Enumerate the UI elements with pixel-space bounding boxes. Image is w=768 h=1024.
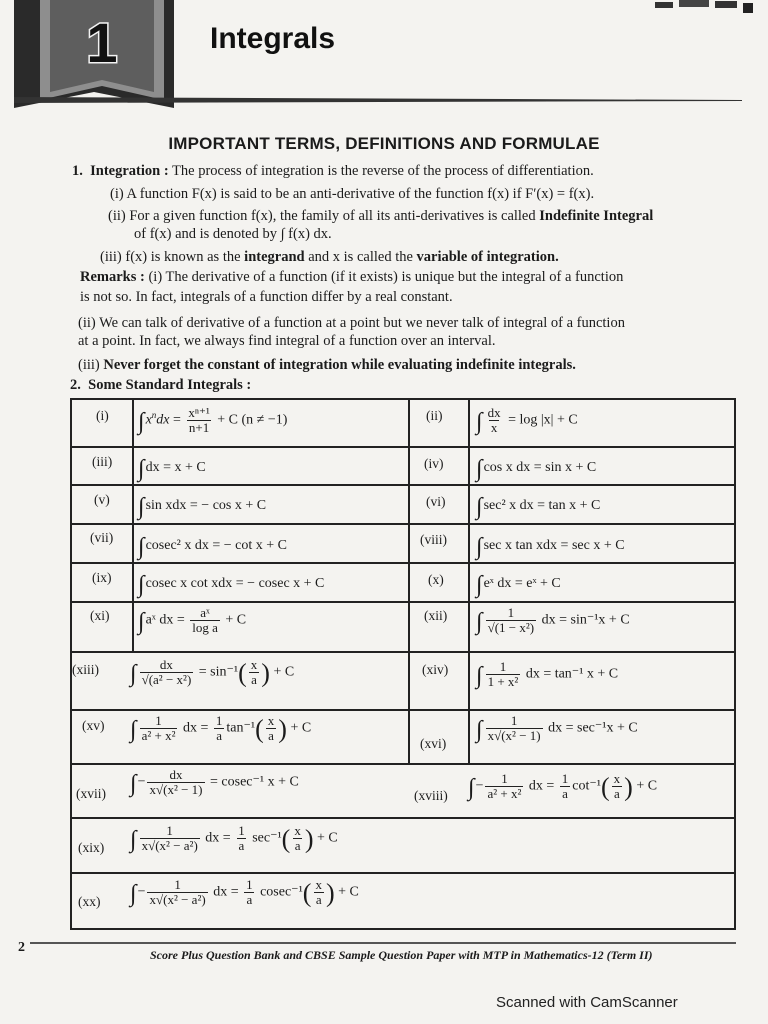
label-xiv: (xiv) <box>422 662 449 677</box>
sec2-number: 2. <box>70 377 81 393</box>
f3-text: dx = x + C <box>145 460 206 475</box>
remarks-line-1 <box>80 268 623 286</box>
formula-xix: ∫ $\frac{1}{\text{x√(x² − a²)}}$ dx = $\frac{1}{a}$ sec⁻¹( $\frac{x}{a}$ ) + C <box>130 823 338 854</box>
sec2-title: Some Standard Integrals : <box>88 377 252 393</box>
f14-rest: dx = tan⁻¹ x + C <box>525 666 619 682</box>
remark-2a: (ii) We can talk of derivative of a function at a point but we never talk of integral of a function <box>78 315 625 331</box>
formula-xv: ∫ $\frac{1}{\text{a² + x²}}$ dx = $\frac{1}{a}$ tan⁻¹( $\frac{x}{a}$ ) + C <box>130 713 312 744</box>
f19-coef-den: a <box>238 838 245 853</box>
f13-x: x <box>250 657 258 672</box>
f16-denominator: x√(x² − 1) <box>487 728 541 743</box>
f5-text: sin xdx = − cos x + C <box>145 498 267 513</box>
f13-a: a <box>251 672 257 687</box>
row-line <box>72 651 734 653</box>
formula-ix: ∫cosec x cot xdx = − cosec x + C <box>138 572 325 598</box>
remark-3 <box>78 356 576 374</box>
f20-numerator: 1 <box>174 877 181 892</box>
f18-a: a <box>614 786 620 801</box>
point-iii <box>100 248 559 266</box>
section-heading: IMPORTANT TERMS, DEFINITIONS AND FORMULAE <box>168 134 600 153</box>
f6-text: sec² x dx = tan x + C <box>483 498 601 513</box>
f8-text: sec x tan xdx = sec x + C <box>483 538 625 553</box>
f12-numerator: 1 <box>507 605 515 620</box>
row-line <box>72 709 734 711</box>
point-ii-cont: of f(x) and is denoted by ∫ f(x) dx. <box>134 226 332 242</box>
sec1-text: The process of integration is the reverse of the process of differentiation. <box>172 163 594 179</box>
f10-text: eˣ dx = eˣ + C <box>483 576 561 591</box>
row-line <box>72 484 734 486</box>
f15-denominator: a² + x² <box>141 728 176 743</box>
f19-a: a <box>294 838 301 853</box>
f11-denominator: log a <box>192 620 218 635</box>
integration-definition <box>72 162 594 180</box>
f13-denominator: √(a² − x²) <box>141 672 192 687</box>
label-v: (v) <box>94 492 110 507</box>
f20-x: x <box>315 877 322 892</box>
f17-numerator: dx <box>169 767 183 782</box>
f11-pre: aˣ dx = <box>145 612 185 628</box>
f18-x: x <box>613 771 621 786</box>
label-xv: (xv) <box>82 718 105 733</box>
f9-text: cosec x cot xdx = − cosec x + C <box>145 576 325 591</box>
formula-xiv: ∫ $\frac{1}{\text{1 + x²}}$ dx = tan⁻¹ x + C <box>476 659 619 689</box>
chapter-title: Integrals <box>210 22 336 55</box>
f20-coef-num: 1 <box>246 877 253 892</box>
f2-rest: = log |x| + C <box>508 412 578 428</box>
variable-term: variable of integration. <box>416 249 559 265</box>
f1-rest: + C (n ≠ −1) <box>217 412 288 428</box>
f15-c: + C <box>290 720 312 736</box>
point-i: (i) A function F(x) is said to be an anti-derivative of the function f(x) if F′(x) = f(x). <box>110 186 595 202</box>
f1-denominator: n+1 <box>188 420 210 435</box>
row-line <box>72 601 734 603</box>
formula-i: $\int x^ndx$ = $\frac{\text{xⁿ⁺¹}}{n+1}$ + C (n ≠ −1) <box>138 405 288 435</box>
f1-numerator: xⁿ⁺¹ <box>188 405 210 420</box>
formula-xii: ∫ $\frac{1}{\text{√(1 − x²)}}$ dx = sin⁻¹x + C <box>476 605 630 635</box>
formula-xi: ∫aˣ dx = $\frac{\text{aˣ}}{\text{log a}}$ + C <box>138 605 247 635</box>
f18-coef-num: 1 <box>561 771 569 786</box>
sec2-heading <box>70 376 251 394</box>
f18-mid: dx = <box>528 778 555 794</box>
label-viii: (viii) <box>420 532 447 547</box>
f17-rest: = cosec⁻¹ x + C <box>210 774 299 790</box>
f15-x: x <box>267 713 275 728</box>
row-line <box>72 523 734 525</box>
row-line <box>72 446 734 448</box>
formula-viii: ∫sec x tan xdx = sec x + C <box>476 534 625 560</box>
label-xvii: (xvii) <box>76 786 106 801</box>
f2-denominator: x <box>490 420 498 435</box>
label-ii: (ii) <box>426 408 443 423</box>
f18-fn: cot⁻¹ <box>572 778 601 794</box>
col-line <box>408 400 410 764</box>
f19-coef-num: 1 <box>238 823 245 838</box>
f15-coef-den: a <box>216 728 223 743</box>
label-vii: (vii) <box>90 530 114 545</box>
f14-denominator: 1 + x² <box>487 674 519 689</box>
f18-coef-den: a <box>562 786 568 801</box>
label-xix: (xix) <box>78 840 105 855</box>
col-line <box>468 400 470 764</box>
f2-numerator: dx <box>487 405 501 420</box>
label-iii: (iii) <box>92 454 113 469</box>
f20-denominator: x√(x² − a²) <box>149 892 206 907</box>
f19-x: x <box>294 823 301 838</box>
f13-numerator: dx <box>159 657 173 672</box>
label-i: (i) <box>96 408 109 423</box>
formula-xviii: ∫− $\frac{1}{\text{a² + x²}}$ dx = $\frac{1}{a}$ cot⁻¹( $\frac{x}{a}$ ) + C <box>468 771 658 802</box>
f11-numerator: aˣ <box>200 605 210 620</box>
f18-c: + C <box>636 778 658 794</box>
formula-v: ∫sin xdx = − cos x + C <box>138 494 267 520</box>
point-ii <box>108 207 653 225</box>
f20-mid: dx = <box>213 884 239 900</box>
remark-1b: is not so. In fact, integrals of a function differ by a real constant. <box>80 289 453 305</box>
f13-rest: = sin⁻¹ <box>198 664 239 680</box>
formula-vii: ∫cosec² x dx = − cot x + C <box>138 534 287 560</box>
f15-a: a <box>268 728 274 743</box>
f17-denominator: x√(x² − 1) <box>149 782 203 797</box>
label-xvi: (xvi) <box>420 736 447 751</box>
formula-xx: ∫− $\frac{1}{\text{x√(x² − a²)}}$ dx = $\frac{1}{a}$ cosec⁻¹( $\frac{x}{a}$ ) + C <box>130 877 359 908</box>
formula-xvii: ∫− $\frac{dx}{\text{x√(x² − 1)}}$ = cosec⁻¹ x + C <box>130 767 299 797</box>
formula-xiii: ∫ $\frac{dx}{\text{√(a² − x²)}}$ = sin⁻¹( $\frac{x}{a}$ ) + C <box>130 657 295 688</box>
formula-iv: ∫cos x dx = sin x + C <box>476 456 597 482</box>
f20-coef-den: a <box>246 892 253 907</box>
sec1-number: 1. <box>72 163 83 179</box>
f12-rest: dx = sin⁻¹x + C <box>541 612 630 628</box>
page-number: 2 <box>18 940 25 955</box>
formula-x: ∫eˣ dx = eˣ + C <box>476 572 561 598</box>
label-vi: (vi) <box>426 494 446 509</box>
f15-mid: dx = <box>182 720 209 736</box>
f20-fn: cosec⁻¹ <box>260 884 303 900</box>
label-xviii: (xviii) <box>414 788 448 803</box>
row-line <box>72 763 734 765</box>
remark-3-num: (iii) <box>78 357 100 373</box>
label-xi: (xi) <box>90 608 110 623</box>
scanner-watermark: Scanned with CamScanner <box>496 994 678 1011</box>
chapter-rule <box>14 97 742 103</box>
f18-denominator: a² + x² <box>487 786 522 801</box>
f19-denominator: x√(x² − a²) <box>141 838 198 853</box>
footer-rule <box>30 942 736 944</box>
remark-2b: at a point. In fact, we always find integral of a function over an interval. <box>78 333 496 349</box>
label-ix: (ix) <box>92 570 112 585</box>
f7-text: cosec² x dx = − cot x + C <box>145 538 287 553</box>
f20-c: + C <box>338 884 359 900</box>
f19-c: + C <box>317 830 338 846</box>
standard-integrals-table <box>70 398 736 930</box>
f16-rest: dx = sec⁻¹x + C <box>548 720 638 736</box>
point-iii-text-c: and x is called the <box>308 249 413 265</box>
formula-vi: ∫sec² x dx = tan x + C <box>476 494 601 520</box>
formula-ii: ∫ $\frac{dx}{x}$ = log |x| + C <box>476 405 578 435</box>
f19-numerator: 1 <box>166 823 173 838</box>
f18-numerator: 1 <box>501 771 508 786</box>
sec1-title: Integration : <box>90 163 169 179</box>
f14-numerator: 1 <box>499 659 507 674</box>
point-iii-text-a: (iii) f(x) is known as the <box>100 249 241 265</box>
label-iv: (iv) <box>424 456 444 471</box>
remark-1a: (i) The derivative of a function (if it exists) is unique but the integral of a function <box>148 269 624 285</box>
f15-coef-num: 1 <box>215 713 223 728</box>
f19-mid: dx = <box>205 830 231 846</box>
label-xiii: (xiii) <box>72 662 99 677</box>
remark-3-text: Never forget the constant of integration while evaluating indefinite integrals. <box>103 357 576 373</box>
integrand-term: integrand <box>244 249 305 265</box>
f16-numerator: 1 <box>510 713 518 728</box>
f11-rest: + C <box>225 612 247 628</box>
label-xx: (xx) <box>78 894 101 909</box>
f15-fn: tan⁻¹ <box>226 720 256 736</box>
top-decoration <box>655 0 755 14</box>
row-line <box>72 562 734 564</box>
f13-c: + C <box>273 664 295 680</box>
formula-iii: ∫dx = x + C <box>138 456 206 482</box>
label-xii: (xii) <box>424 608 448 623</box>
f19-fn: sec⁻¹ <box>252 830 282 846</box>
f12-denominator: √(1 − x²) <box>487 620 535 635</box>
chapter-badge <box>14 0 174 112</box>
row-line <box>72 872 734 874</box>
chapter-number: 1 <box>86 11 118 74</box>
row-line <box>72 817 734 819</box>
f15-numerator: 1 <box>155 713 162 728</box>
footer-book-title: Score Plus Question Bank and CBSE Sample Question Paper with MTP in Mathematics-12 (Term II) <box>150 948 653 962</box>
formula-xvi: ∫ $\frac{1}{\text{x√(x² − 1)}}$ dx = sec⁻¹x + C <box>476 713 638 743</box>
label-x: (x) <box>428 572 444 587</box>
f20-a: a <box>315 892 322 907</box>
point-ii-text: (ii) For a given function f(x), the family of all its anti-derivatives is called <box>108 208 536 224</box>
col-line <box>132 400 134 652</box>
f4-text: cos x dx = sin x + C <box>483 460 597 475</box>
indefinite-integral-term: Indefinite Integral <box>539 208 654 224</box>
remarks-label: Remarks : <box>80 269 145 285</box>
